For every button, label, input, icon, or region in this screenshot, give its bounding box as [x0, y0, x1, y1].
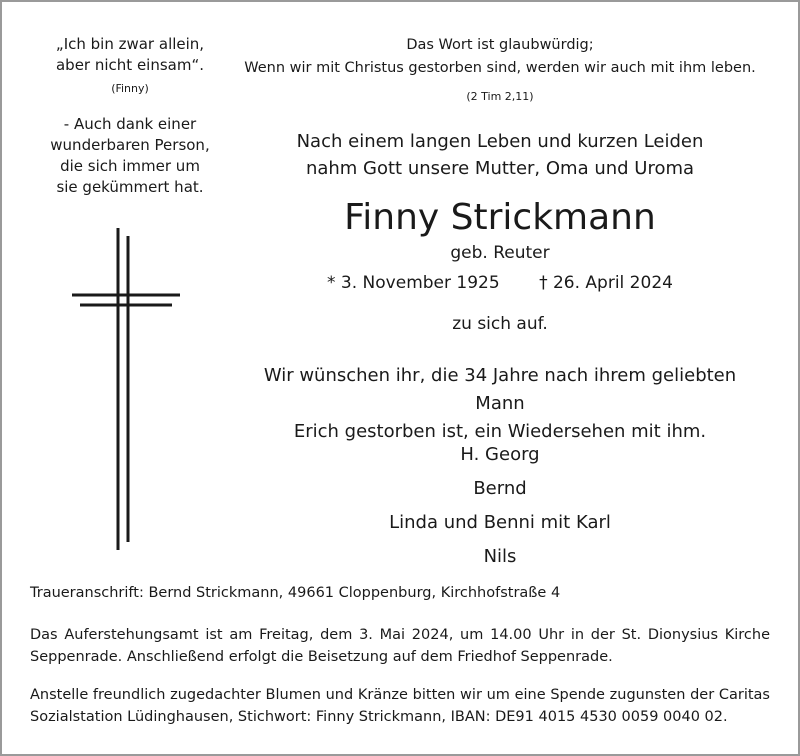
quote-line: aber nicht einsam“.	[55, 56, 204, 74]
donation-info: Anstelle freundlich zugedachter Blumen und Kränze bitten wir um eine Spende zugunsten der Caritas Sozialstation Lüdinghausen, Stichwort: Finny Strickmann, IBAN: DE91 4015 4530 0059 0040 02.	[30, 687, 770, 725]
dedication-line: sie gekümmert hat.	[56, 178, 204, 196]
birth-date: * 3. November 1925	[327, 273, 500, 293]
verse-line: Wenn wir mit Christus gestorben sind, werden wir auch mit ihm leben.	[244, 60, 756, 76]
intro-line: Nach einem langen Leben und kurzen Leiden	[296, 131, 704, 152]
mourner-name: Nils	[483, 546, 517, 567]
mourner-name: H. Georg	[460, 444, 540, 465]
closing-phrase: zu sich auf.	[452, 314, 548, 334]
mourner-name: Linda und Benni mit Karl	[389, 512, 611, 533]
mourner-name: Bernd	[473, 478, 527, 499]
service-info: Das Auferstehungsamt ist am Freitag, dem 3. Mai 2024, um 14.00 Uhr in der St. Dionysius Kirche Seppenrade. Anschließend erfolgt die Beisetzung auf dem Friedhof Seppenrade.	[30, 627, 770, 665]
left-quote	[30, 34, 230, 76]
mourning-address: Traueranschrift: Bernd Strickmann, 49661 Cloppenburg, Kirchhofstraße 4	[30, 585, 561, 601]
quote-line: „Ich bin zwar allein,	[55, 35, 205, 53]
life-dates	[240, 273, 760, 293]
death-date: † 26. April 2024	[539, 273, 673, 293]
deceased-name: Finny Strickmann	[344, 197, 656, 238]
mourners-list	[240, 438, 760, 574]
verse-line: Das Wort ist glaubwürdig;	[406, 37, 594, 53]
wish-line: Wir wünschen ihr, die 34 Jahre nach ihrem geliebten Mann	[263, 365, 737, 414]
dedication-line: wunderbaren Person,	[50, 136, 210, 154]
verse-reference: (2 Tim 2,11)	[466, 90, 534, 103]
left-dedication	[30, 114, 230, 198]
bible-verse	[240, 34, 760, 80]
wish-text	[240, 362, 760, 446]
dedication-line: - Auch dank einer	[63, 115, 197, 133]
wish-line: Erich gestorben ist, ein Wiedersehen mit ihm.	[293, 421, 707, 442]
dedication-line: die sich immer um	[60, 157, 200, 175]
quote-attribution: (Finny)	[111, 82, 149, 95]
intro-text	[240, 128, 760, 182]
cross-icon	[72, 228, 180, 550]
intro-line: nahm Gott unsere Mutter, Oma und Uroma	[305, 158, 695, 179]
birth-name: geb. Reuter	[450, 243, 550, 263]
